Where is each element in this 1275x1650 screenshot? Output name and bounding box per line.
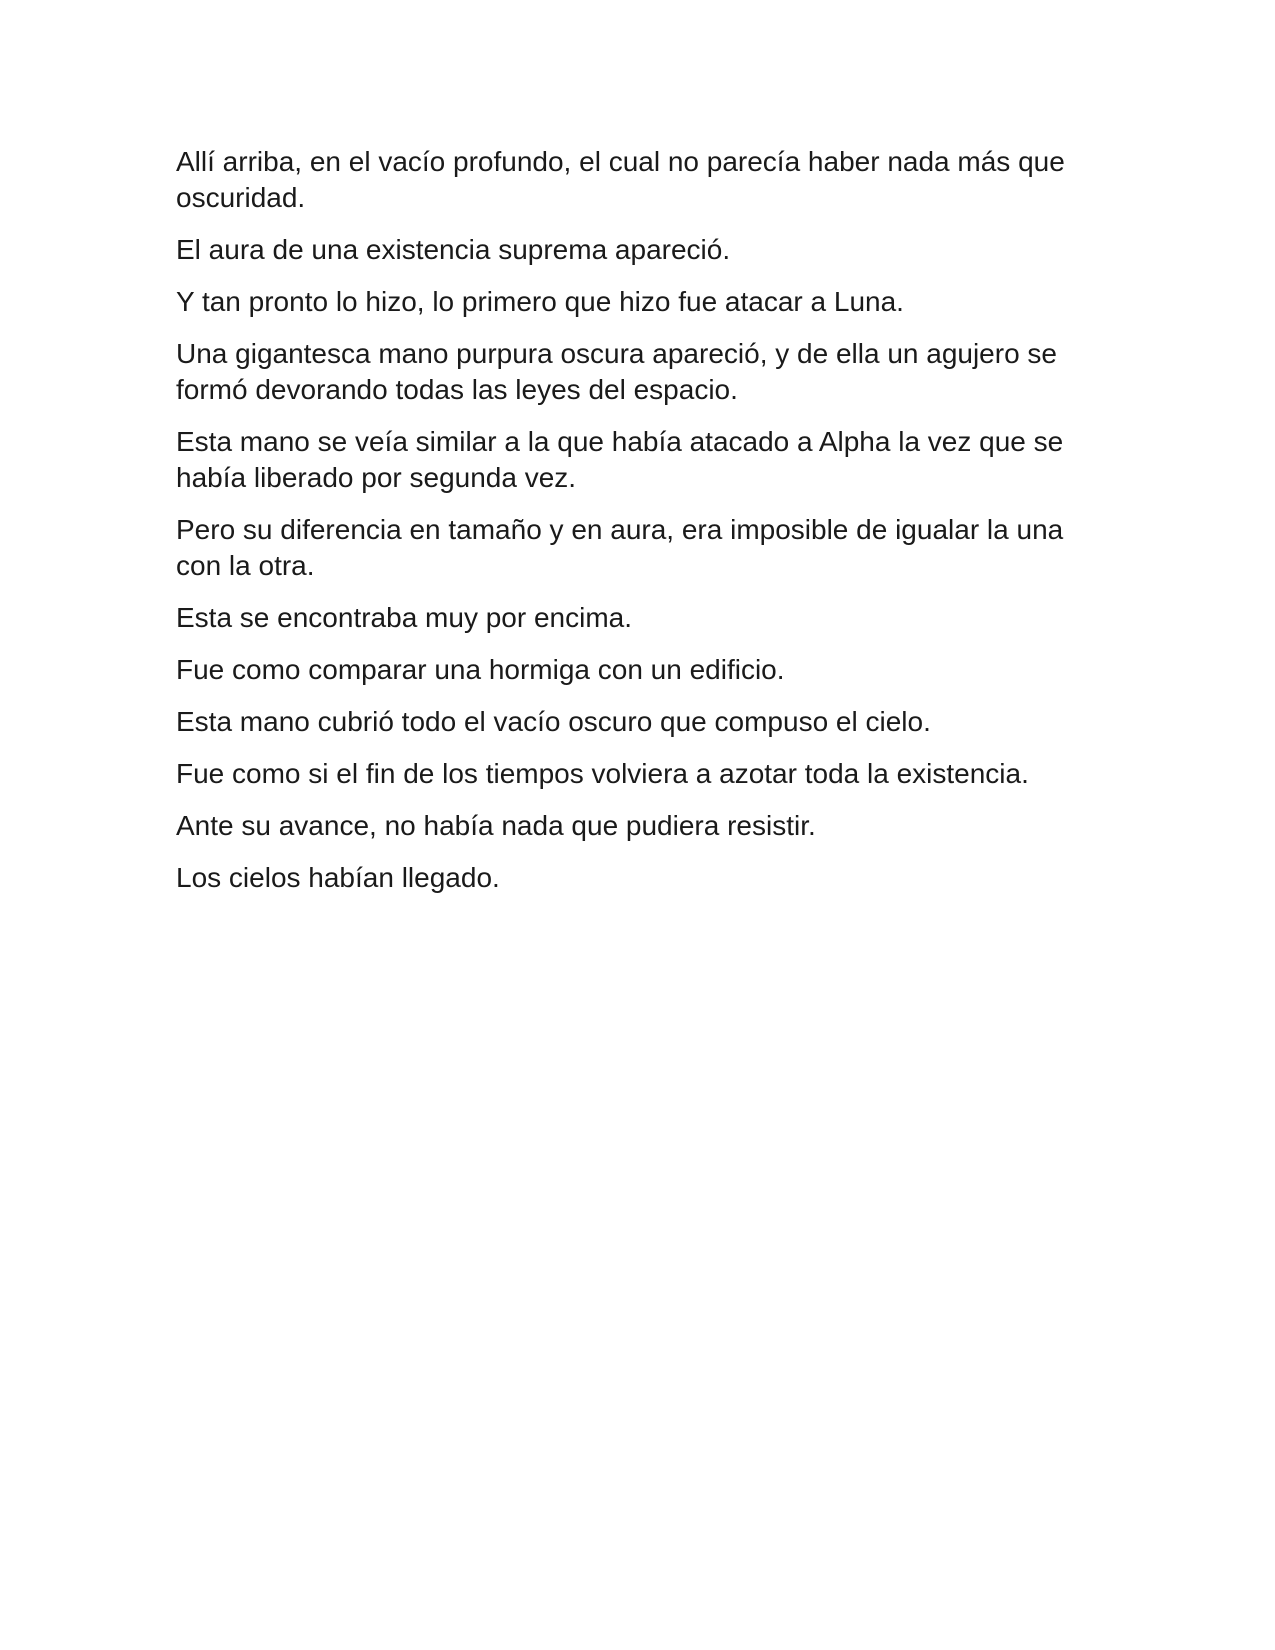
paragraph: Y tan pronto lo hizo, lo primero que hizo fue atacar a Luna. — [176, 286, 904, 317]
paragraph: Fue como si el fin de los tiempos volviera a azotar toda la existencia. — [176, 758, 1029, 789]
paragraph: Allí arriba, en el vacío profundo, el cual no parecía haber nada más que oscuridad. — [176, 146, 1065, 213]
paragraph: El aura de una existencia suprema apareció. — [176, 234, 731, 265]
paragraph: Esta se encontraba muy por encima. — [176, 602, 633, 633]
paragraph: Pero su diferencia en tamaño y en aura, era imposible de igualar la una con la otra. — [176, 514, 1064, 581]
paragraph: Esta mano se veía similar a la que había atacado a Alpha la vez que se había liberado por segunda vez. — [176, 426, 1064, 493]
paragraph: Ante su avance, no había nada que pudiera resistir. — [176, 810, 816, 841]
paragraph: Fue como comparar una hormiga con un edificio. — [176, 654, 785, 685]
document-body — [176, 144, 1106, 912]
paragraph: Una gigantesca mano purpura oscura apareció, y de ella un agujero se formó devorando todas las leyes del espacio. — [176, 338, 1058, 405]
paragraph: Los cielos habían llegado. — [176, 862, 500, 893]
paragraph: Esta mano cubrió todo el vacío oscuro que compuso el cielo. — [176, 706, 931, 737]
